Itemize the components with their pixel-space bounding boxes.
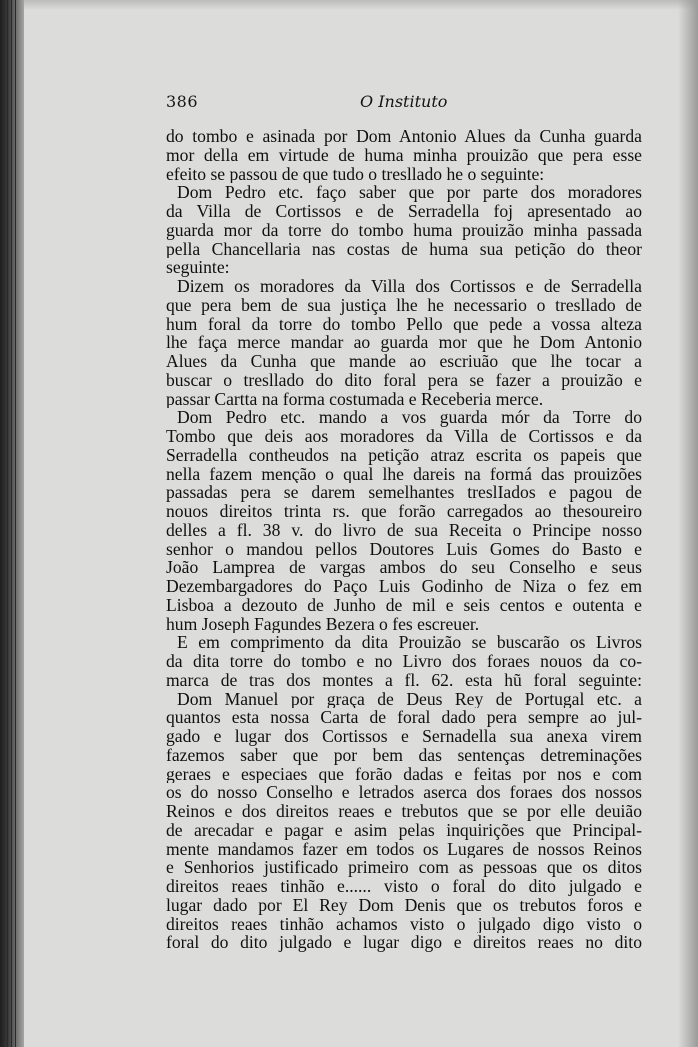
running-title: O Instituto [360,92,448,111]
book-gutter-shadow [0,0,24,1047]
text-line: quantos esta nossa Carta de foral dado pera sempre ao jul- [166,708,642,727]
text-line: de arecadar e pagar e asim pelas inquirições que Principal- [166,820,642,840]
text-line: que pera bem de sua justiça lhe he necessario o tresllado de [166,295,642,315]
page-number: 386 [166,92,199,111]
top-edge-shadow [24,0,698,10]
text-line: direitos reaes tinhão achamos visto o julgado digo visto o [166,914,642,934]
text-line: geraes e especiaes que forão dadas e feitas por nos e com [166,764,642,784]
text-line: nella fazem menção o qual lhe dareis na formá das prouizões [166,464,642,484]
text-line: passadas pera se darem semelhantes treslIados e pagou de [166,483,642,502]
text-line: guarda mor da torre do tombo huma prouizão minha passada [166,220,642,240]
text-line: da dita torre do tombo e no Livro dos foraes nouos da co- [166,652,642,671]
text-line: senhor o mandou pellos Doutores Luis Gomes do Basto e [166,539,642,559]
text-line: pella Chancellaria nas costas de huma sua petição do theor [166,239,642,259]
text-line: Dom Manuel por graça de Deus Rey de Portugal etc. a [177,689,642,709]
text-line: hum foral da torre do tombo Pello que pede a vossa alteza [166,314,642,334]
text-line: seguinte: [166,258,230,277]
text-line: Serradella contheudos na petição atraz escrita os papeis que [166,445,642,465]
text-line: marca de tras dos montes a fl. 62. esta hũ foral seguinte: [166,670,642,690]
text-line: nouos direitos trinta rs. que forão carregados ao thesoureiro [166,502,642,521]
text-line: buscar o tresllado do dito foral pera se fazer a prouizão e [166,370,642,390]
gutter-page-edge-line [11,0,12,1047]
text-line: E em comprimento da dita Prouizão se buscarão os Livros [177,633,642,652]
text-line: João Lamprea de vargas ambos do seu Conselho e seus [166,558,642,577]
text-line: efeito se passou de que tudo o tresllado he o seguinte: [166,164,545,184]
text-line: delles a fl. 38 v. do livro de sua Receita o Principe nosso [166,520,642,540]
text-line: Tombo que deis aos moradores da Villa de Cortissos e da [166,427,642,446]
text-line: foral do dito julgado e lugar digo e direitos reaes no dito [166,933,642,952]
text-line: do tombo e asinada por Dom Antonio Alues da Cunha guarda [166,127,642,146]
text-line: Lisboa a dezouto de Junho de mil e seis centos e outenta e [166,595,642,615]
text-line: Dom Pedro etc. mando a vos guarda mór da Torre do [177,408,642,427]
text-line: gado e lugar dos Cortissos e Sernadella sua anexa virem [166,727,642,746]
text-line: hum Joseph Fagundes Bezera o fes escreuer. [166,614,480,634]
gutter-page-edge-line [7,0,8,1047]
page-header [166,92,640,114]
text-line: mente mandamos fazer em todos os Lugares de nossos Reinos [166,839,642,859]
text-line: os do nosso Conselho e letrados aserca dos foraes dos nossos [166,783,642,802]
text-line: fazemos saber que por bem das sentenças detreminações [166,745,642,765]
text-line: Reinos e dos direitos reaes e trebutos que se por elle deuião [166,802,642,821]
gutter-page-edge-line [3,0,4,1047]
text-line: e Senhorios justificado primeiro com as pessoas que os ditos [166,858,642,877]
text-line: direitos reaes tinhão e...... visto o foral do dito julgado e [166,877,642,896]
text-line: Dezembargadores do Paço Luis Godinho de Niza o fez em [166,577,642,596]
gutter-page-edge-line [15,0,16,1047]
text-line: mor della em virtude de huma minha prouizão que pera esse [166,145,642,165]
text-line: Dizem os moradores da Villa dos Cortissos e de Serradella [177,277,642,296]
body-text [166,127,642,952]
text-line: Dom Pedro etc. faço saber que por parte dos moradores [177,183,642,202]
text-line: passar Cartta na forma costumada e Receberia merce. [166,389,544,409]
right-edge-shadow [678,0,698,1047]
text-line: Alues da Cunha que mande ao escriuão que lhe tocar a [166,352,642,371]
text-line: da Villa de Cortissos e de Serradella foj apresentado ao [166,202,642,221]
text-line: lhe faça merce mandar ao guarda mor que he Dom Antonio [166,333,642,352]
text-line: lugar dado por El Rey Dom Denis que os trebutos foros e [166,895,642,915]
